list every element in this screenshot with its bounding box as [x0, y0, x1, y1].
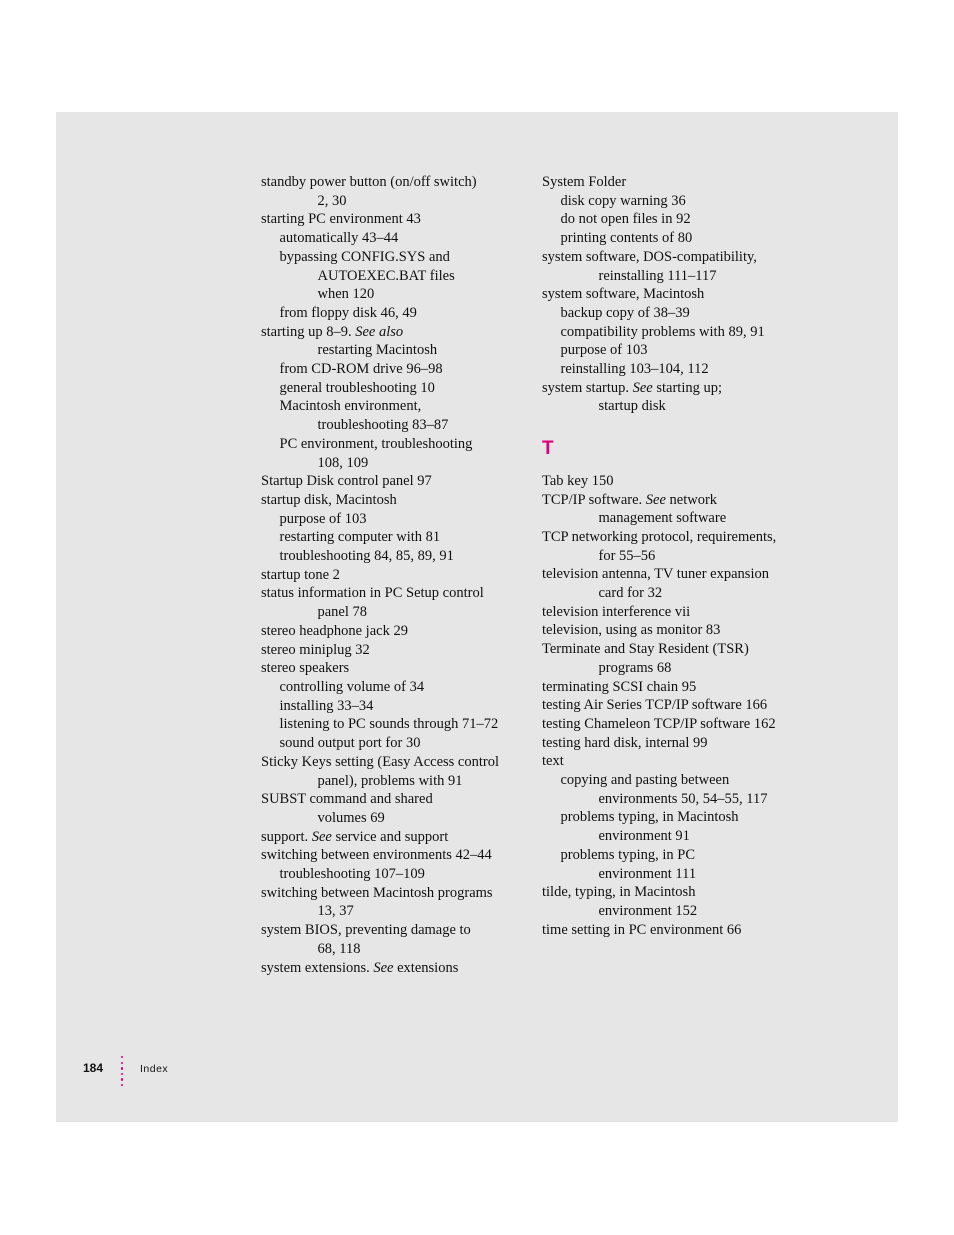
index-entry-text: environments 50, 54–55, 117 [598, 790, 768, 807]
index-subentry [542, 192, 812, 211]
cross-reference-target: starting up; [652, 379, 723, 396]
index-continuation [261, 285, 529, 304]
index-subentry [542, 360, 812, 379]
index-continuation [261, 772, 529, 791]
index-entry-text: purpose of 103 [279, 510, 367, 527]
index-entry-text: restarting Macintosh [317, 342, 438, 359]
index-subentry [261, 435, 529, 454]
index-entry-text: panel 78 [317, 604, 368, 621]
index-continuation [542, 659, 812, 678]
index-column-left [261, 173, 529, 977]
index-entry-text: standby power button (on/off switch) [261, 174, 477, 190]
index-entry-text: Terminate and Stay Resident (TSR) [542, 641, 749, 658]
index-entry-text: starting up 8–9. [261, 323, 356, 340]
index-entry-text: controlling volume of 34 [279, 678, 425, 695]
index-entry-text: copying and pasting between [560, 772, 730, 789]
index-entry-text: from CD-ROM drive 96–98 [279, 361, 443, 378]
index-entry-text: startup disk, Macintosh [261, 491, 397, 508]
index-entry-text: stereo miniplug 32 [261, 641, 370, 658]
index-entry-text: volumes 69 [317, 809, 385, 826]
index-continuation [542, 584, 812, 603]
cross-reference-see: See also [355, 323, 404, 340]
index-entry-text: from floppy disk 46, 49 [279, 304, 417, 321]
index-continuation [261, 267, 529, 286]
index-entry [542, 734, 812, 753]
index-entry-text: 108, 109 [317, 454, 369, 471]
index-entry-text: testing Air Series TCP/IP software 166 [542, 697, 768, 714]
index-continuation [261, 809, 529, 828]
index-entry [542, 678, 812, 697]
index-entry-text: testing hard disk, internal 99 [542, 734, 708, 751]
index-entry-text: reinstalling 103–104, 112 [560, 361, 709, 378]
index-entry [261, 846, 529, 865]
index-subentry [261, 528, 529, 547]
index-entry-text: SUBST command and shared [261, 791, 433, 808]
index-entry [261, 921, 529, 940]
index-entry-text: installing 33–34 [279, 697, 374, 714]
index-entry [261, 472, 529, 491]
index-continuation [261, 454, 529, 473]
index-entry [261, 491, 529, 510]
index-subentry [261, 360, 529, 379]
index-entry-text: purpose of 103 [560, 342, 648, 359]
section-letter-heading: T [542, 437, 554, 459]
index-entry-text: printing contents of 80 [560, 230, 693, 247]
index-entry-text: TCP networking protocol, requirements, [542, 528, 777, 545]
index-entry-text: startup tone 2 [261, 566, 340, 583]
index-entry-text: testing Chameleon TCP/IP software 162 [542, 715, 776, 732]
index-subentry [542, 846, 812, 865]
index-entry [261, 828, 529, 847]
index-entry-text: AUTOEXEC.BAT files [317, 267, 455, 284]
index-entry-text: system startup. [542, 379, 633, 396]
index-entry [261, 584, 529, 603]
index-entry [261, 173, 529, 192]
index-entry [261, 790, 529, 809]
index-continuation [542, 827, 812, 846]
section-label: Index [140, 1063, 169, 1075]
index-entry-text: card for 32 [598, 585, 663, 602]
index-entry [542, 491, 812, 510]
index-entry-text: panel), problems with 91 [317, 772, 463, 789]
index-continuation [542, 865, 812, 884]
index-continuation [261, 902, 529, 921]
cross-reference-target: service and support [331, 828, 449, 845]
index-entry-text: restarting computer with 81 [279, 529, 441, 546]
index-continuation [542, 509, 812, 528]
index-entry-text: 13, 37 [317, 903, 354, 920]
index-entry-text: system BIOS, preventing damage to [261, 922, 471, 939]
index-entry-text: sound output port for 30 [279, 735, 421, 752]
page-number: 184 [83, 1061, 104, 1075]
index-entry [261, 753, 529, 772]
index-continuation [542, 902, 812, 921]
index-subentry [261, 229, 529, 248]
index-entry-text: 2, 30 [317, 192, 347, 209]
index-subentry [542, 323, 812, 342]
index-entry [542, 883, 812, 902]
index-entry-text: terminating SCSI chain 95 [542, 678, 697, 695]
index-entry-text: Sticky Keys setting (Easy Access control [261, 753, 499, 770]
cross-reference-target: extensions [393, 959, 459, 976]
index-entry-text: troubleshooting 83–87 [317, 417, 449, 434]
index-entry-text: troubleshooting 107–109 [279, 866, 425, 883]
index-entry-text: system software, DOS-compatibility, [542, 248, 757, 265]
index-page [56, 112, 898, 1122]
index-entry [542, 640, 812, 659]
index-entry-text: television, using as monitor 83 [542, 622, 721, 639]
index-continuation [542, 267, 812, 286]
index-entry-text: general troubleshooting 10 [279, 379, 435, 396]
index-entry-text: television interference vii [542, 603, 691, 620]
index-entry [542, 696, 812, 715]
index-entry-text: compatibility problems with 89, 91 [560, 323, 765, 340]
index-entry-text: switching between Macintosh programs [261, 884, 493, 901]
index-entry [542, 248, 812, 267]
index-subentry [542, 808, 812, 827]
index-entry-text: starting PC environment 43 [261, 211, 421, 228]
index-section-s-continued [542, 173, 812, 416]
index-subentry [261, 379, 529, 398]
index-continuation [542, 790, 812, 809]
index-entry-text: disk copy warning 36 [560, 192, 686, 209]
index-entry-text: programs 68 [598, 659, 672, 676]
index-entry [542, 285, 812, 304]
cross-reference-target: network [665, 491, 718, 508]
index-entry-text: problems typing, in PC [560, 846, 696, 863]
index-entry [261, 641, 529, 660]
index-subentry [542, 229, 812, 248]
index-entry [542, 752, 812, 771]
index-subentry [261, 547, 529, 566]
index-entry [261, 659, 529, 678]
index-entry-text: for 55–56 [598, 547, 656, 564]
index-subentry [261, 865, 529, 884]
index-entry-text: environment 111 [598, 865, 697, 882]
index-entry-text: environment 91 [598, 828, 690, 845]
index-entry-text: tilde, typing, in Macintosh [542, 884, 696, 901]
index-entry-text: text [542, 753, 564, 770]
cross-reference-see: See [632, 379, 653, 396]
index-section-t [542, 472, 812, 940]
index-entry-text: bypassing CONFIG.SYS and [279, 248, 450, 265]
index-entry-text: problems typing, in Macintosh [560, 809, 739, 826]
cross-reference-see: See [373, 959, 394, 976]
cross-reference-see: See [645, 491, 666, 508]
index-subentry [261, 715, 529, 734]
index-entry-text: stereo headphone jack 29 [261, 622, 408, 639]
index-entry-text: stereo speakers [261, 660, 350, 677]
index-continuation [261, 341, 529, 360]
index-continuation [261, 603, 529, 622]
section-spacer [542, 416, 812, 435]
index-entry-text: do not open files in 92 [560, 211, 691, 228]
index-entry [261, 210, 529, 229]
index-entry-text: support. [261, 828, 312, 845]
index-subentry [542, 341, 812, 360]
index-column-right [542, 173, 812, 939]
index-entry-text: troubleshooting 84, 85, 89, 91 [279, 548, 454, 565]
index-subentry [261, 248, 529, 267]
index-subentry [261, 734, 529, 753]
index-entry-text: Tab key 150 [542, 472, 614, 489]
index-entry [261, 884, 529, 903]
index-entry-text: switching between environments 42–44 [261, 847, 492, 864]
index-entry-text: System Folder [542, 174, 627, 190]
index-entry-text: 68, 118 [317, 940, 361, 957]
index-entry [542, 565, 812, 584]
index-entry-text: automatically 43–44 [279, 230, 399, 247]
index-entry-text: environment 152 [598, 903, 698, 919]
index-subentry [261, 697, 529, 716]
index-entry-text: TCP/IP software. [542, 491, 646, 508]
index-subentry [542, 210, 812, 229]
index-continuation [261, 192, 529, 211]
dotted-divider-icon [120, 1056, 124, 1096]
index-entry-text: startup disk [598, 398, 666, 415]
index-entry [542, 173, 812, 192]
index-entry-text: Macintosh environment, [279, 398, 422, 415]
index-entry [542, 603, 812, 622]
index-subentry [542, 304, 812, 323]
cross-reference-see: See [311, 828, 332, 845]
index-entry-text: system extensions. [261, 959, 374, 976]
index-subentry [261, 510, 529, 529]
index-entry-text: status information in PC Setup control [261, 585, 484, 602]
index-entry [261, 566, 529, 585]
index-entry [542, 921, 812, 940]
index-subentry [261, 397, 529, 416]
index-continuation [261, 940, 529, 959]
index-entry-text: management software [598, 510, 727, 527]
index-entry-text: time setting in PC environment 66 [542, 921, 742, 938]
index-entry [542, 715, 812, 734]
index-entry [261, 323, 529, 342]
index-entry [261, 959, 529, 978]
index-entry [261, 622, 529, 641]
index-entry [542, 379, 812, 398]
index-entry [542, 621, 812, 640]
index-entry [542, 472, 812, 491]
index-subentry [542, 771, 812, 790]
index-entry-text: listening to PC sounds through 71–72 [279, 716, 499, 733]
index-entry-text: when 120 [317, 286, 375, 303]
index-continuation [542, 547, 812, 566]
index-continuation [261, 416, 529, 435]
index-entry-text: system software, Macintosh [542, 286, 705, 303]
index-entry-text: Startup Disk control panel 97 [261, 473, 432, 490]
index-subentry [261, 678, 529, 697]
index-subentry [261, 304, 529, 323]
index-continuation [542, 397, 812, 416]
index-entry-text: television antenna, TV tuner expansion [542, 566, 769, 583]
index-entry [542, 528, 812, 547]
index-entry-text: reinstalling 111–117 [598, 267, 717, 284]
index-entry-text: PC environment, troubleshooting [279, 435, 473, 452]
index-entry-text: backup copy of 38–39 [560, 304, 690, 321]
